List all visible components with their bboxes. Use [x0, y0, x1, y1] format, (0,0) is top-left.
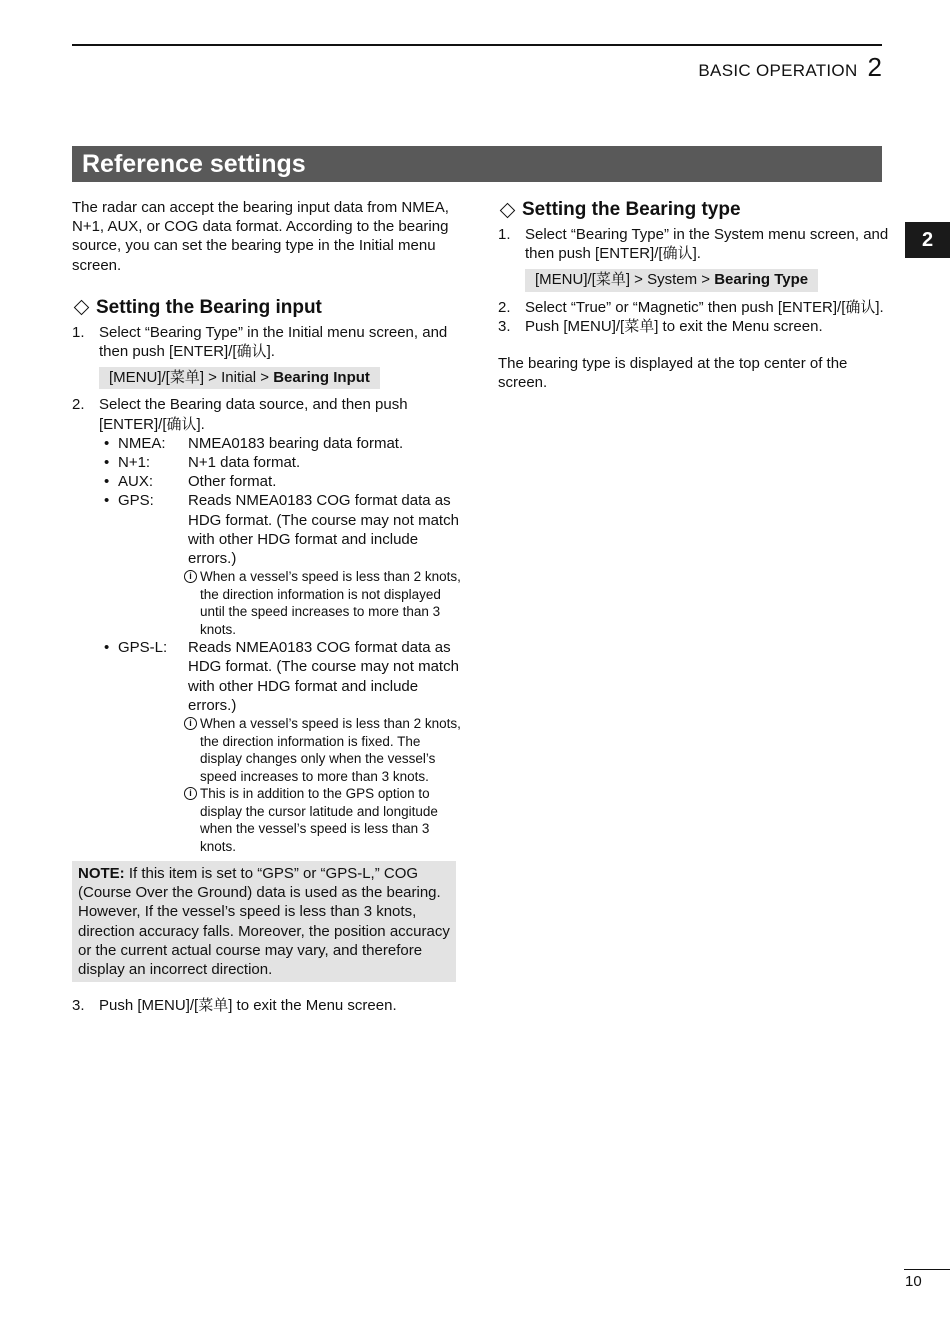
step-text: Push [MENU]/[菜单] to exit the Menu screen.	[525, 317, 823, 335]
bullet-dot: •	[104, 434, 110, 452]
step-number: 1.	[72, 323, 85, 341]
info-icon: i	[184, 717, 197, 730]
bearing-type-heading	[498, 198, 890, 222]
bearing-input-title: Setting the Bearing input	[96, 296, 322, 318]
chapter-number: 2	[867, 52, 882, 82]
menu-path-prefix: [MENU]/[菜单] > Initial >	[109, 369, 274, 387]
bullet-nmea	[104, 434, 462, 453]
right-column	[498, 198, 890, 392]
bullet-dot: •	[104, 492, 110, 510]
info-gps	[184, 568, 462, 638]
bullet-dot: •	[104, 454, 110, 472]
bullet-desc: Reads NMEA0183 COG format data as HDG format. (The course may not match with other HDG format and include errors.)	[188, 492, 459, 568]
chapter-tab: 2	[905, 222, 950, 258]
menu-path-prefix: [MENU]/[菜单] > System >	[535, 271, 715, 289]
bullet-n1	[104, 453, 462, 472]
section-banner	[72, 146, 882, 182]
bearing-input-step-1	[72, 323, 462, 361]
note-box	[72, 861, 456, 982]
intro-paragraph: The radar can accept the bearing input data from NMEA, N+1, AUX, or COG data format. According to the bearing source, you can set the bearing type in the Initial menu screen.	[72, 199, 449, 274]
menu-path-target: Bearing Input	[273, 369, 370, 387]
bullet-term: GPS:	[118, 492, 154, 510]
left-column	[72, 198, 462, 1015]
bullet-dot: •	[104, 639, 110, 657]
top-rule	[72, 44, 882, 46]
bullet-dot: •	[104, 473, 110, 491]
step-text: Push [MENU]/[菜单] to exit the Menu screen.	[99, 997, 397, 1015]
bearing-type-footer: The bearing type is displayed at the top center of the screen.	[498, 355, 848, 392]
diamond-icon	[74, 300, 90, 316]
info-text: This is in addition to the GPS option to display the cursor latitude and longitude when the vessel’s speed is less than 3 knots.	[200, 786, 438, 854]
diamond-icon	[500, 202, 516, 218]
note-paragraph-1	[78, 864, 450, 902]
bullet-desc: Reads NMEA0183 COG format data as HDG format. (The course may not match with other HDG format and include errors.)	[188, 639, 459, 714]
chapter-title: BASIC OPERATION	[698, 61, 858, 80]
step-number: 2.	[72, 396, 85, 414]
bullet-term: N+1:	[118, 454, 151, 472]
step-text: Select “Bearing Type” in the Initial menu screen, and then push [ENTER]/[确认].	[99, 323, 448, 361]
menu-path-bearing-type	[525, 269, 818, 291]
note-paragraph-2: However, If the vessel’s speed is less than 3 knots, direction accuracy falls. Moreover, the position accuracy or the current actual course may vary, and therefore display an incorrect direction.	[78, 903, 450, 979]
menu-path-target: Bearing Type	[714, 271, 809, 289]
chapter-header	[698, 52, 882, 83]
note-label: NOTE:	[78, 865, 125, 883]
page-number-rule	[904, 1269, 950, 1270]
bearing-input-step-3	[72, 996, 462, 1015]
step-number: 3.	[498, 317, 511, 335]
bearing-input-heading	[72, 296, 462, 320]
bullet-gps	[104, 491, 462, 568]
step-text: Select “True” or “Magnetic” then push [ENTER]/[确认].	[525, 298, 884, 316]
step-number: 3.	[72, 997, 85, 1015]
bullet-aux	[104, 472, 462, 491]
bearing-input-step-2	[72, 395, 462, 433]
bullet-term: GPS-L:	[118, 639, 168, 657]
step-text: Select “Bearing Type” in the System menu screen, and then push [ENTER]/[确认].	[525, 226, 889, 263]
step-text: Select the Bearing data source, and then push [ENTER]/[确认].	[99, 396, 408, 433]
bearing-type-step-2	[498, 298, 890, 317]
bullet-term: NMEA:	[118, 434, 166, 452]
bullet-desc: Other format.	[188, 473, 277, 491]
info-icon: i	[184, 570, 197, 583]
bullet-desc: NMEA0183 bearing data format.	[188, 434, 404, 452]
bearing-type-title: Setting the Bearing type	[522, 199, 741, 220]
bullet-term: AUX:	[118, 473, 154, 491]
info-text: When a vessel’s speed is less than 2 knots, the direction information is fixed. The display changes only when the vessel’s speed increases to more than 3 knots.	[200, 716, 461, 784]
info-gps-l-2	[184, 785, 462, 855]
info-text: When a vessel’s speed is less than 2 knots, the direction information is not displayed until the speed increases to more than 3 knots.	[200, 569, 461, 637]
section-title: Reference settings	[82, 150, 306, 178]
info-gps-l-1	[184, 715, 462, 785]
bullet-desc: N+1 data format.	[188, 454, 301, 472]
note-text: If this item is set to “GPS” or “GPS-L,” COG (Course Over the Ground) data is used as the bearing.	[78, 865, 441, 902]
step-number: 2.	[498, 298, 511, 316]
info-icon: i	[184, 787, 197, 800]
step-number: 1.	[498, 226, 511, 243]
bearing-type-step-3	[498, 317, 890, 336]
page-number: 10	[905, 1273, 922, 1290]
bullet-gps-l	[104, 638, 462, 715]
bearing-type-step-1	[498, 225, 890, 263]
menu-path-bearing-input	[99, 367, 380, 389]
